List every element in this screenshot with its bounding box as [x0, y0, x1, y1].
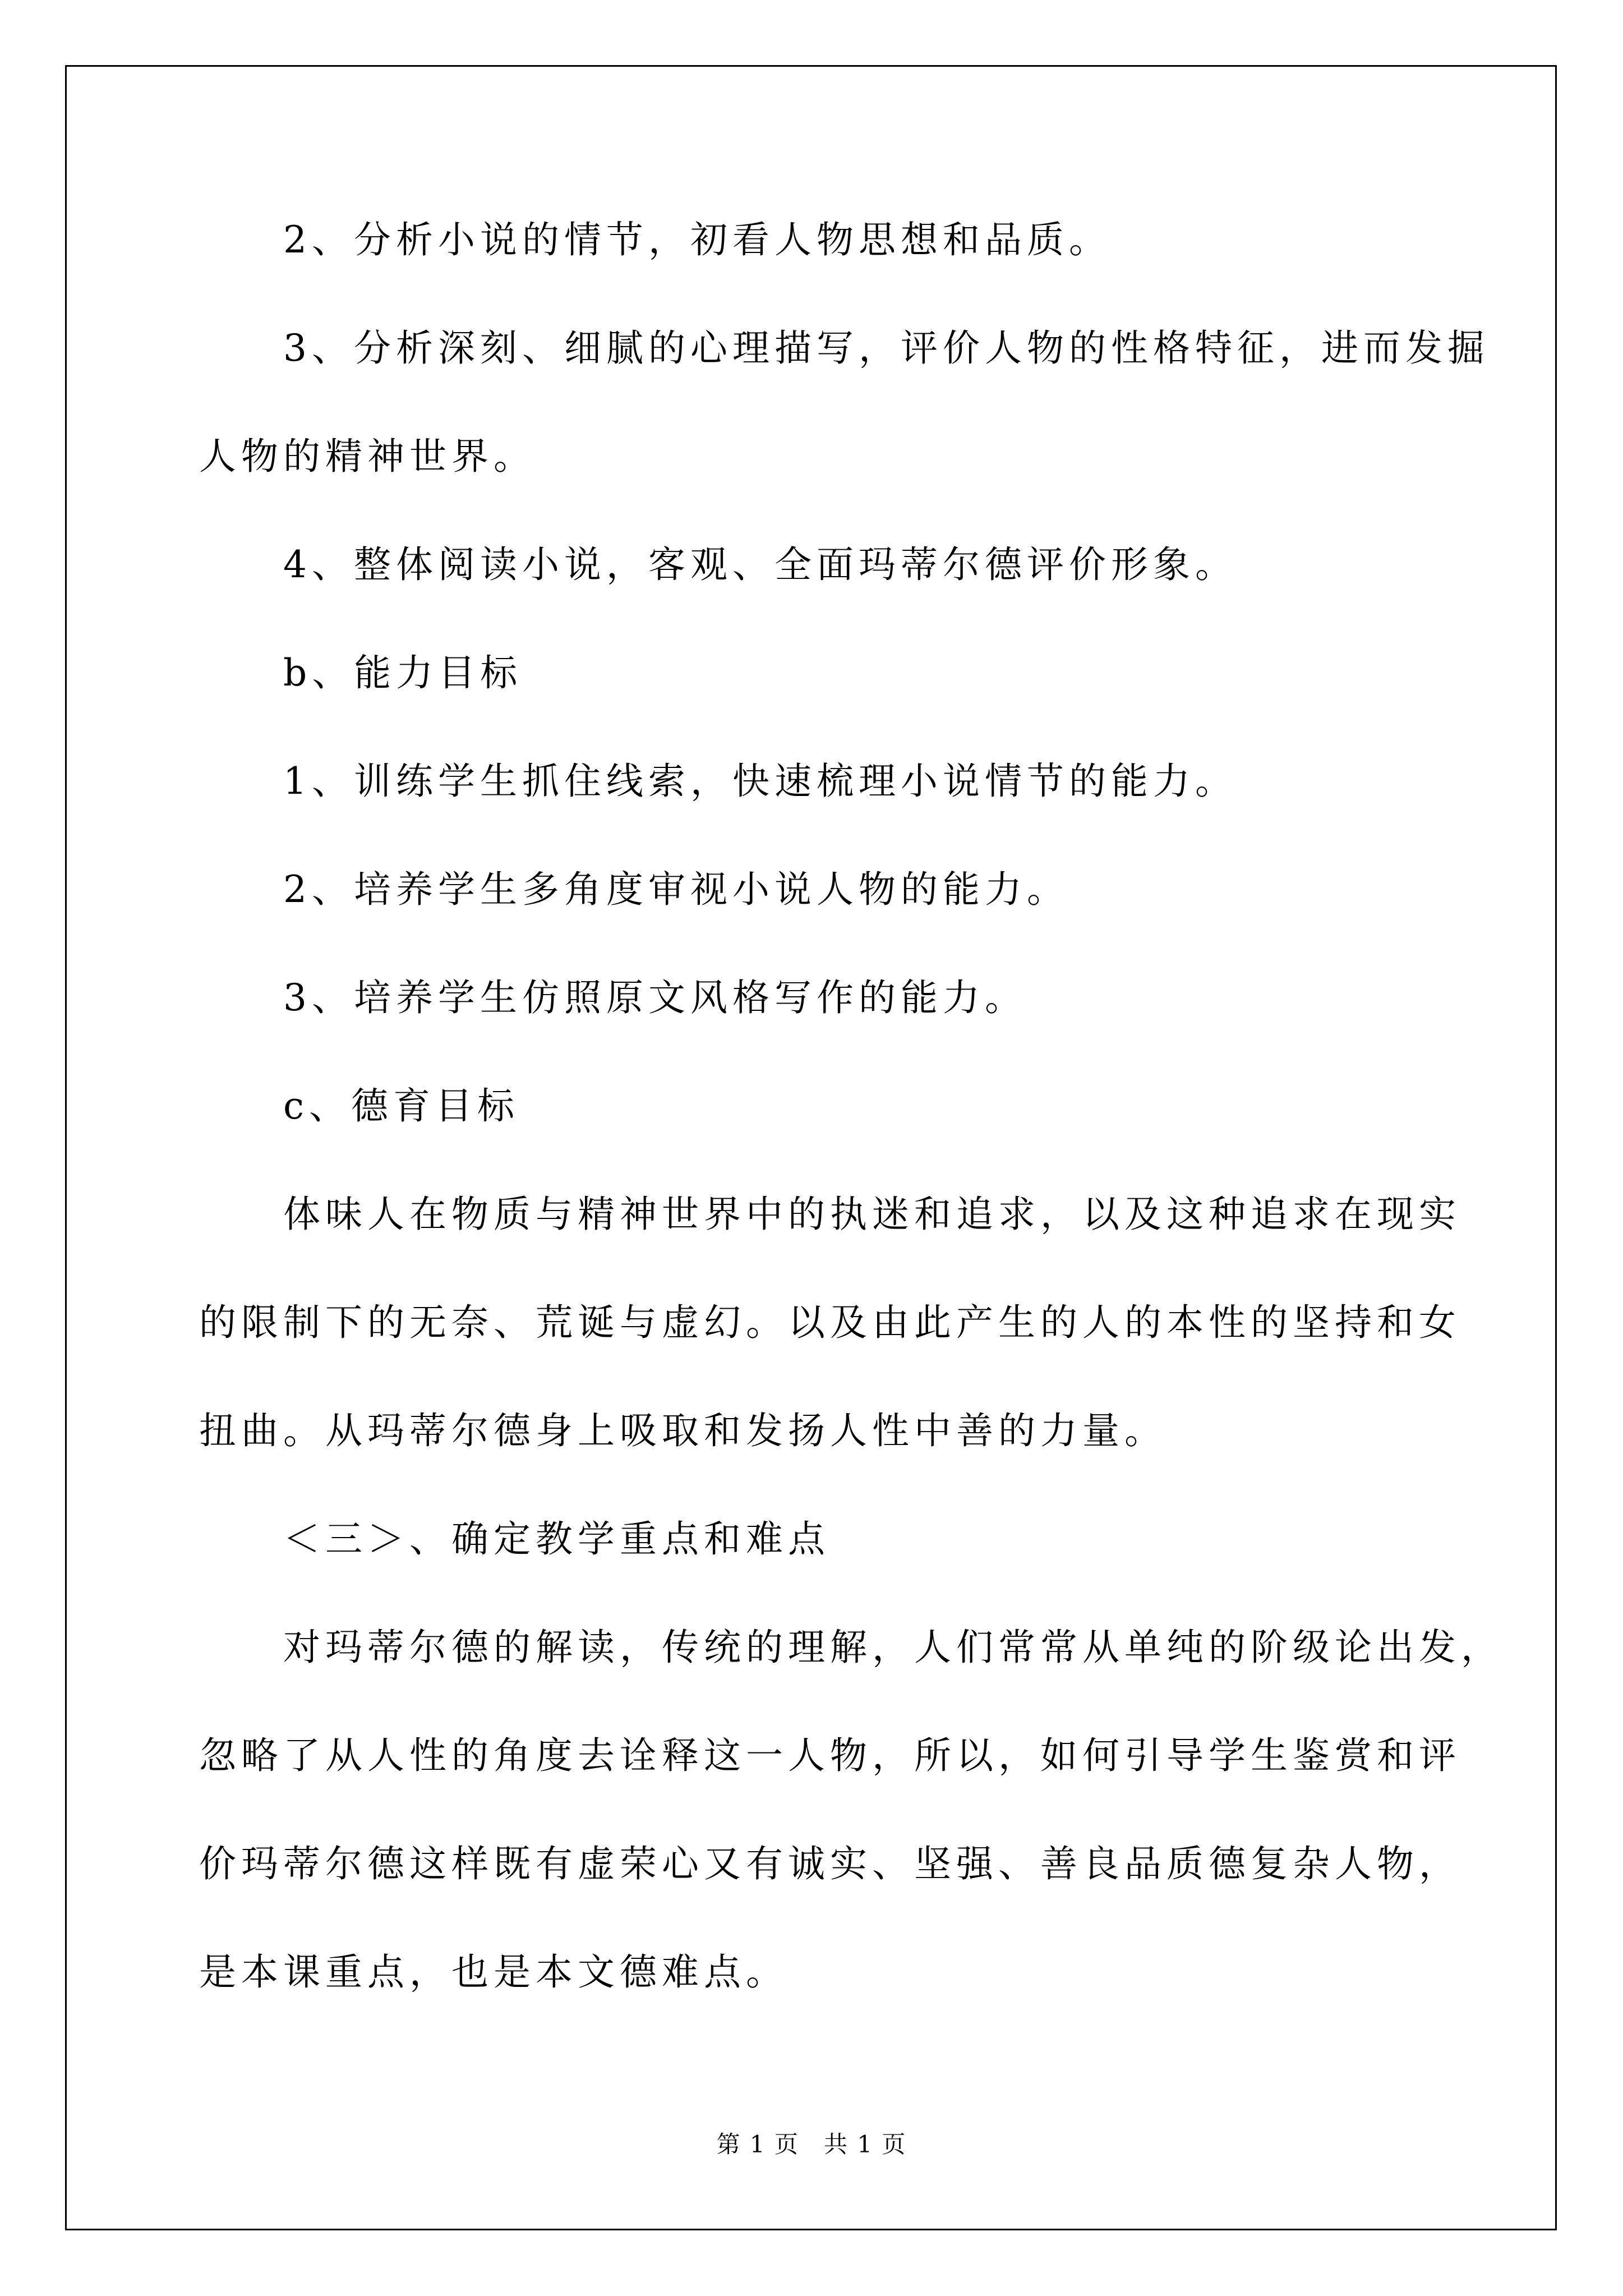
- line-9: c、德育目标: [199, 1084, 519, 1128]
- page-footer: 第 1 页 共 1 页: [716, 2131, 907, 2158]
- line-11: 的限制下的无奈、荒诞与虚幻。以及由此产生的人的本性的坚持和女: [199, 1301, 1461, 1344]
- line-10: 体味人在物质与精神世界中的执迷和追求，以及这种追求在现实: [199, 1193, 1461, 1236]
- line-14: 对玛蒂尔德的解读，传统的理解，人们常常从单纯的阶级论出发，: [199, 1626, 1503, 1669]
- line-17: 是本课重点，也是本文德难点。: [199, 1950, 788, 1994]
- line-6: 1、训练学生抓住线索，快速梳理小说情节的能力。: [199, 760, 1237, 803]
- line-5: b、能力目标: [199, 651, 523, 694]
- line-7: 2、培养学生多角度审视小说人物的能力。: [199, 868, 1069, 911]
- line-1: 2、分析小说的情节，初看人物思想和品质。: [199, 218, 1111, 261]
- line-12: 扭曲。从玛蒂尔德身上吸取和发扬人性中善的力量。: [199, 1409, 1166, 1452]
- line-13: ＜三＞、确定教学重点和难点: [199, 1517, 830, 1561]
- page-border: [65, 65, 1557, 2230]
- line-15: 忽略了从人性的角度去诠释这一人物，所以，如何引导学生鉴赏和评: [199, 1734, 1461, 1777]
- line-16: 价玛蒂尔德这样既有虚荣心又有诚实、坚强、善良品质德复杂人物，: [199, 1842, 1461, 1885]
- line-8: 3、培养学生仿照原文风格写作的能力。: [199, 976, 1027, 1019]
- line-2: 3、分析深刻、细腻的心理描写，评价人物的性格特征，进而发掘: [199, 326, 1490, 370]
- line-3: 人物的精神世界。: [199, 435, 536, 478]
- line-4: 4、整体阅读小说，客观、全面玛蒂尔德评价形象。: [199, 543, 1237, 586]
